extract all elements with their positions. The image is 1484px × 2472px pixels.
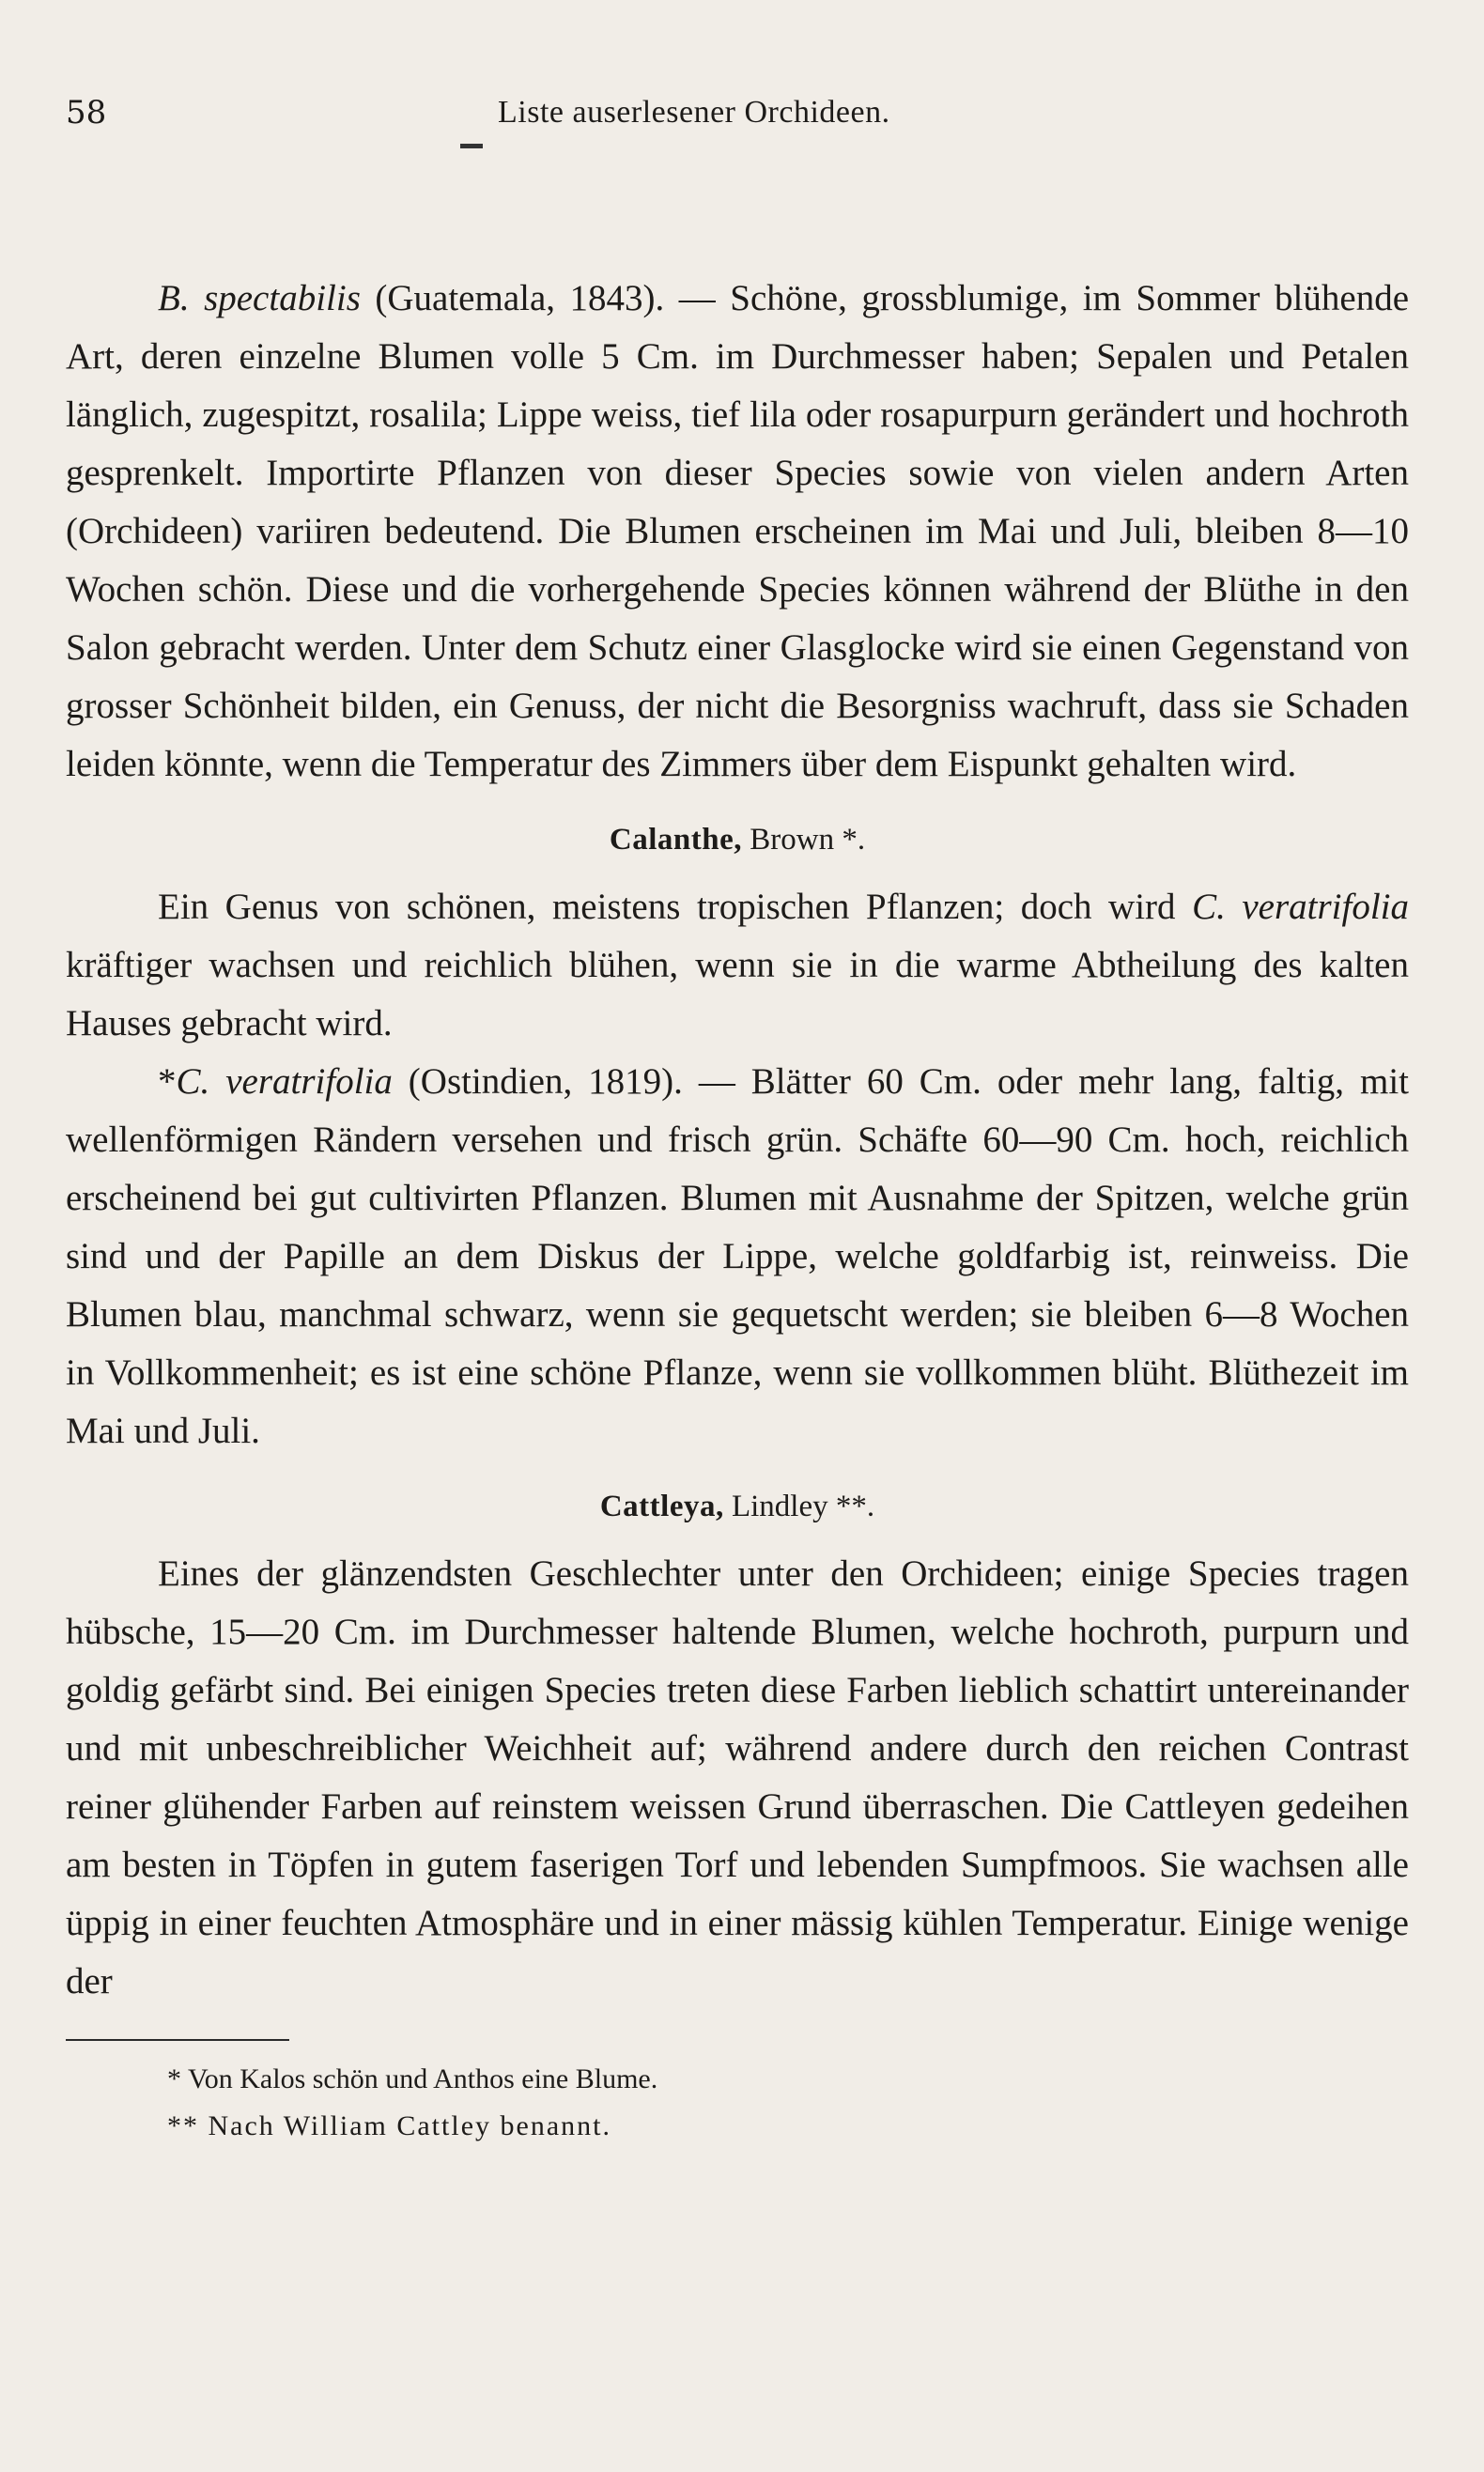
paragraph-veratrifolia <box>66 1053 1409 1460</box>
book-page <box>66 89 1409 2150</box>
paragraph-text: Ein Genus von schönen, meistens tropischen Pflanzen; doch wird <box>158 887 1193 927</box>
paragraph-text: (Ostindien, 1819). — Blätter 60 Cm. oder mehr lang, faltig, mit wellenförmigen Rändern versehen und frisch grün. Schäfte 60—90 Cm. hoch, reichlich erscheinend bei gut cultivirten Pflanzen. Blumen mit Ausnahme der Spitzen, welche grün sind und der Papille an dem Diskus der Lippe, welche goldfarbig ist, reinweiss. Die Blumen blau, manchmal schwarz, wenn sie gequetscht werden; sie bleiben 6—8 Wochen in Vollkommenheit; es ist eine schöne Pflanze, wenn sie vollkommen blüht. Blüthezeit im Mai und Juli. <box>66 1061 1409 1451</box>
section-heading-calanthe <box>66 801 1409 878</box>
species-name: B. spectabilis <box>158 278 361 318</box>
running-head <box>66 89 1409 136</box>
header-ornament <box>460 144 483 148</box>
species-name: C. veratrifolia <box>1192 887 1409 927</box>
paragraph-calanthe-intro <box>66 878 1409 1053</box>
body-text <box>66 270 1409 2011</box>
species-name: C. veratrifolia <box>176 1061 393 1102</box>
footnote-2: ** Nach William Cattley benannt. <box>167 2110 611 2141</box>
paragraph-text: (Guatemala, 1843). — Schöne, grossblumige, im Sommer blühende Art, deren einzelne Blumen volle 5 Cm. im Durchmesser haben; Sepalen und Petalen länglich, zugespitzt, rosalila; Lippe weiss, tief lila oder rosapurpurn gerändert und hochroth gesprenkelt. Importirte Pflanzen von dieser Species sowie von vielen andern Arten (Orchideen) variiren bedeutend. Die Blumen erscheinen im Mai und Juli, bleiben 8—10 Wochen schön. Diese und die vorhergehende Species können während der Blüthe in den Salon gebracht werden. Unter dem Schutz einer Glasglocke wird sie einen Gegenstand von grosser Schönheit bilden, ein Genuss, der nicht die Besorgniss wachruft, dass sie Schaden leiden könnte, wenn die Temperatur des Zimmers über dem Eispunkt gehalten wird. <box>66 278 1410 784</box>
paragraph-text: Eines der glänzendsten Geschlechter unter den Orchideen; einige Species tragen hübsche, 15—20 Cm. im Durchmesser haltende Blumen, welche hochroth, purpurn und goldig gefärbt sind. Bei einigen Species treten diese Farben lieblich schattirt untereinander und mit unbeschreiblicher Weichheit auf; während andere durch den reichen Contrast reiner glühender Farben auf reinstem weissen Grund überraschen. Die Cattleyen gedeihen am besten in Töpfen in gutem faserigen Torf und lebenden Sumpfmoos. Sie wachsen alle üppig in einer feuchten Atmosphäre und in einer mässig kühlen Temperatur. Einige wenige der <box>66 1553 1409 2001</box>
footnote-marker: * <box>158 1061 177 1102</box>
paragraph-cattleya <box>66 1545 1409 2011</box>
genus-author: Lindley **. <box>723 1490 875 1523</box>
running-title: Liste auserlesener Orchideen. <box>498 95 890 130</box>
genus-name: Cattleya, <box>599 1490 724 1523</box>
page-number: 58 <box>66 94 107 131</box>
genus-name: Calanthe, <box>609 823 742 857</box>
paragraph-spectabilis <box>66 270 1409 794</box>
footnote-divider <box>66 2039 289 2041</box>
genus-author: Brown *. <box>742 823 866 857</box>
footnotes <box>66 2056 1409 2150</box>
section-heading-cattleya <box>66 1468 1409 1545</box>
footnote-1: * Von Kalos schön und Anthos eine Blume. <box>167 2063 658 2094</box>
paragraph-text: kräftiger wachsen und reichlich blühen, wenn sie in die warme Abtheilung des kalten Hauses gebracht wird. <box>66 945 1409 1043</box>
